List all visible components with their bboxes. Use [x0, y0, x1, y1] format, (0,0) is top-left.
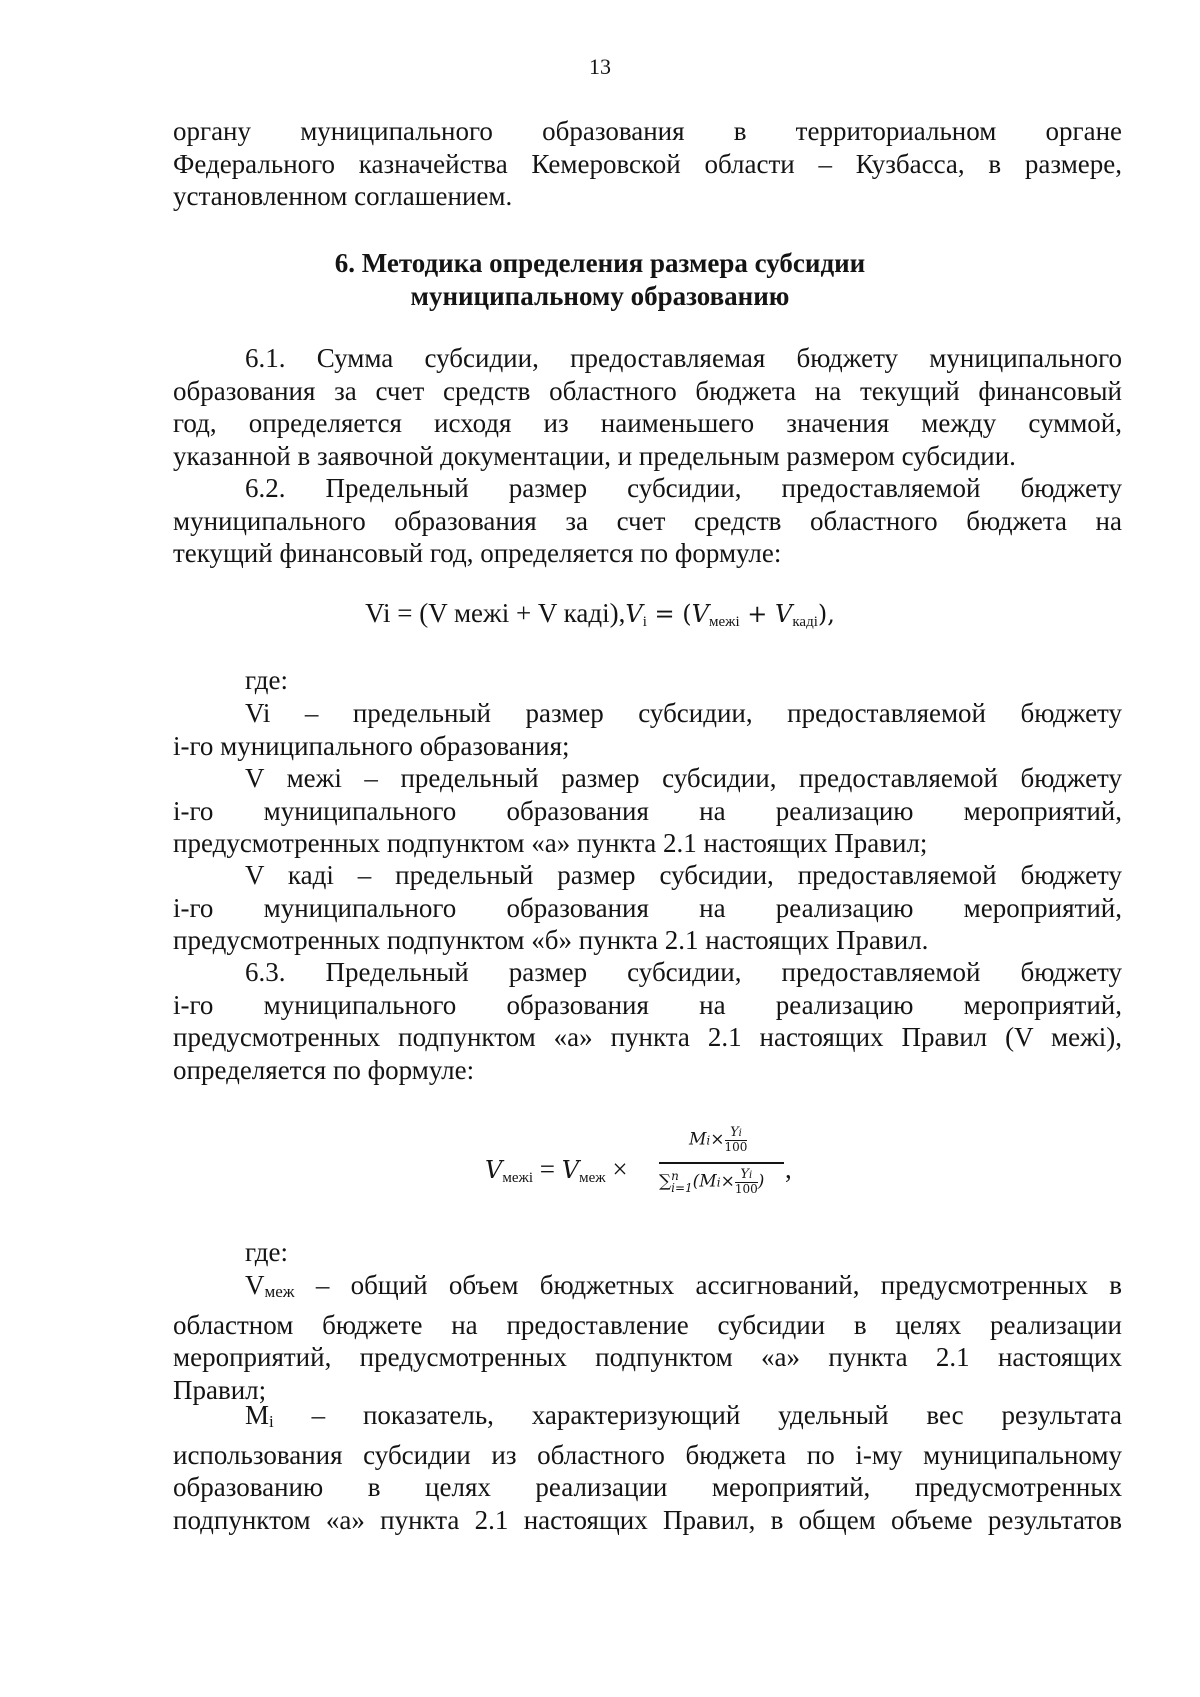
- text-line: Федерального казначейства Кемеровской области – Кузбасса, в размере,: [173, 148, 1122, 179]
- text-line: i-го муниципального образования на реализацию мероприятий,: [173, 795, 1122, 826]
- paragraph-6-3: [173, 956, 1122, 1086]
- paragraph-6-2: [173, 472, 1122, 570]
- text-line: образованию в целях реализации мероприятий, предусмотренных: [173, 1472, 1122, 1502]
- fraction-numerator: Mi× $\frac{Yi}{100}$: [689, 1125, 748, 1154]
- formula-comma: ,: [785, 1154, 792, 1184]
- formula-lhs: Vмежі = Vмеж ×: [485, 1154, 628, 1186]
- text-line: использования субсидии из областного бюджета по i-му муниципальному: [173, 1439, 1122, 1470]
- section-title-line: 6. Методика определения размера субсидии: [334, 248, 866, 278]
- text-line: i-го муниципального образования;: [173, 730, 570, 761]
- section-title-line: муниципальному образованию: [410, 281, 790, 311]
- fraction-denominator: ∑ n i=1 (Mi× $\frac{Yi}{100}$ ): [659, 1167, 765, 1196]
- text-line: органу муниципального образования в территориальном органе: [173, 116, 1122, 146]
- text-line: год, определяется исходя из наименьшего значения между суммой,: [173, 408, 1122, 438]
- text-line: Vi – предельный размер субсидии, предоставляемой бюджету: [245, 698, 1122, 728]
- formula-v-mezhi: [485, 1118, 815, 1218]
- text-line: указанной в заявочной документации, и предельным размером субсидии.: [173, 440, 1016, 471]
- text-line: образования за счет средств областного бюджета на текущий финансовый: [173, 375, 1122, 406]
- text-line: где:: [245, 1237, 288, 1267]
- definition-v-kadi: [173, 859, 1122, 957]
- text-line: муниципального образования за счет средств областного бюджета на: [173, 505, 1122, 536]
- text-line: Vмеж – общий объем бюджетных ассигнований, предусмотренных в: [245, 1270, 1122, 1301]
- page-number: 13: [589, 54, 611, 79]
- definition-v-mezh: [173, 1269, 1122, 1406]
- where-label: [173, 1236, 1122, 1269]
- text-line: предусмотренных подпунктом «а» пункта 2.1 настоящих Правил;: [173, 828, 928, 858]
- formula-text: Vi = (V межі + V каді),: [365, 598, 626, 628]
- text-line: предусмотренных подпунктом «б» пункта 2.1 настоящих Правил.: [173, 925, 929, 955]
- text-line: определяется по формуле:: [173, 1054, 475, 1085]
- text-line: i-го муниципального образования на реализацию мероприятий,: [173, 989, 1122, 1020]
- text-line: подпунктом «а» пункта 2.1 настоящих Правил, в общем объеме результатов: [173, 1504, 1122, 1535]
- text-line: предусмотренных подпунктом «а» пункта 2.1 настоящих Правил (V межі),: [173, 1022, 1122, 1052]
- definition-mi: [173, 1399, 1122, 1536]
- text-line: мероприятий, предусмотренных подпунктом «а» пункта 2.1 настоящих: [173, 1342, 1122, 1372]
- text-line: областном бюджете на предоставление субсидии в целях реализации: [173, 1309, 1122, 1340]
- text-line: текущий финансовый год, определяется по формуле:: [173, 538, 782, 568]
- definition-v-mezhi: [173, 762, 1122, 860]
- text-line: где:: [245, 665, 288, 695]
- text-line: Правил;: [173, 1374, 267, 1405]
- text-line: i-го муниципального образования на реализацию мероприятий,: [173, 892, 1122, 923]
- formula-vi: [0, 598, 1200, 631]
- definition-vi: [173, 697, 1122, 762]
- fraction-bar: [659, 1162, 784, 1164]
- where-label: [173, 664, 1122, 697]
- text-line: 6.1. Сумма субсидии, предоставляемая бюджету муниципального: [245, 343, 1122, 373]
- formula-math: Vi = (Vмежі + Vкаді),: [625, 600, 835, 630]
- text-line: установленном соглашением.: [173, 181, 513, 211]
- intro-paragraph: [173, 115, 1122, 213]
- text-line: Mi – показатель, характеризующий удельный вес результата: [245, 1400, 1122, 1431]
- paragraph-6-1: [173, 342, 1122, 472]
- text-line: 6.3. Предельный размер субсидии, предоставляемой бюджету: [245, 957, 1122, 987]
- text-line: 6.2. Предельный размер субсидии, предоставляемой бюджету: [245, 473, 1122, 503]
- text-line: V каді – предельный размер субсидии, предоставляемой бюджету: [245, 860, 1122, 890]
- text-line: V межі – предельный размер субсидии, предоставляемой бюджету: [245, 763, 1122, 793]
- section-heading: [0, 247, 1200, 313]
